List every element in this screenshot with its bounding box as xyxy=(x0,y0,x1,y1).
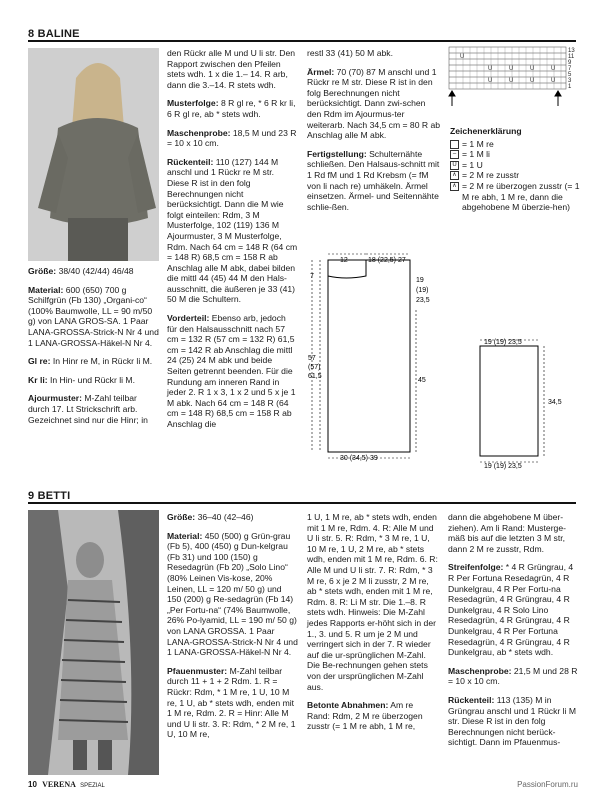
legend-item xyxy=(450,149,580,160)
betti-column-2 xyxy=(307,512,438,740)
dim-side: 45 xyxy=(418,377,426,384)
page-footer xyxy=(28,780,105,789)
text: 1 U, 1 M re, ab * stets wdh, enden mit 1 M re, Rdm. 4. R: Alle M und U li str. 5. R: Rdm, * 3 M re, 1 U, 10 M re, 1 U, 2 M re, ab * stets wdh, enden mit 1 M re, Rdm. 6. R: Alle M und U li str. 7. R: Rdm, * 3 M re, 6 x je 2 M li zusstr, 2 M re, ab * stets wdh, enden mit 1 M re, Rdm. 8. R: Li M str. Die 1.–8. R stets wdh. Hinweis: Die M-Zahl jedes Rapports er-höht sich in der 1., 3. und 5. R um je 2 M und verringert sich in der 7. R wieder auf die ur-sprünglichen M-Zahl. Die Be-rechnungen gehen stets von der ursprünglichen M-Zahl aus. xyxy=(307,512,438,692)
brand-name: VERENA xyxy=(42,780,76,789)
legend-text: = 1 M re xyxy=(462,138,494,149)
text: dann die abgehobene M über-ziehen). Am li Rand: Musterge-mäß bis auf die letzten 3 M str, dann 2 M re zusstr, Rdm. xyxy=(448,512,566,554)
row-number: 3 xyxy=(568,78,572,84)
label: Maschenprobe: xyxy=(167,127,231,138)
watermark: PassionForum.ru xyxy=(517,780,578,789)
dim-width: 30 (34,5) 39 xyxy=(340,455,378,462)
label: Musterfolge: xyxy=(167,98,219,109)
svg-text:U: U xyxy=(530,78,535,84)
section-title-betti: 9 BETTI xyxy=(28,490,71,502)
text: In Hinr re M, in Rückr li M. xyxy=(52,356,153,367)
knitting-chart xyxy=(448,46,580,121)
legend-item xyxy=(450,160,580,171)
text: 8 R gl re, * 6 R kr li, 6 R gl re, ab * stets wdh. xyxy=(167,98,296,119)
model-photo-betti xyxy=(28,510,159,775)
dim-armhole-3: 23,5 xyxy=(416,297,430,304)
model-photo-baline xyxy=(28,48,159,261)
svg-text:U: U xyxy=(509,66,514,72)
dim-neck-width: 12 xyxy=(340,257,348,264)
text: restl 33 (41) 50 M abk. xyxy=(307,48,393,58)
text: 600 (650) 700 g Schilfgrün (Fb 130) „Organi-co“ (100% Baumwolle, LL = 90 m/50 g) von LANA GROS-SA. 1 Paar LANA-GROSSA-Strick-N Nr 4 und 1 LANA-GROSSA-Häkel-N Nr 4. xyxy=(28,284,159,348)
text: 18,5 M und 23 R = 10 x 10 cm. xyxy=(167,127,297,149)
section-rule xyxy=(28,502,576,504)
label: Größe: xyxy=(28,266,57,276)
svg-text:U: U xyxy=(551,66,556,72)
svg-text:U: U xyxy=(460,54,465,60)
label: Maschenprobe: xyxy=(448,665,512,676)
betti-column-3 xyxy=(448,512,578,756)
legend-item xyxy=(450,170,580,181)
baline-column-3 xyxy=(307,48,442,220)
svg-text:U: U xyxy=(488,66,493,72)
arrow-up-icon xyxy=(555,91,561,96)
knit-symbol-icon xyxy=(450,140,459,149)
svg-text:U: U xyxy=(551,78,556,84)
label: Material: xyxy=(28,284,64,295)
text: 110 (127) 144 M anschl und 1 Rückr re M str. Diese R ist in den folg Berechnungen nicht berücksichtigt. Dann die M wie folgt einteilen: Rdm, 3 M Musterfolge, 102 (119) 136 M Ajourmuster, 3 M Musterfolge, Rdm. Nach 64 cm = 148 R (64 cm = 148 R) 68,5 cm = 158 R ab Anschlag alle M abk, dabei bilden die mittl 44 (45) 44 M den Hals-ausschnitt, die äußeren je 33 (41) 50 M die Schultern. xyxy=(167,156,298,305)
arrow-up-icon xyxy=(449,91,455,96)
row-number: 5 xyxy=(568,72,572,78)
text: 70 (70) 87 M anschl und 1 Rückr re M str. Diese R ist in den folg Berechnungen nicht berücksichtigt. Dann zwi-schen den Rdm im Ajourmus-ter weiterarb. Nach 34,5 cm = 80 R ab Anschlag alle M abk. xyxy=(307,66,441,141)
label: Pfauenmuster: xyxy=(167,665,228,676)
section-rule xyxy=(28,40,576,42)
label: Ajourmuster: xyxy=(28,393,82,404)
label: Vorderteil: xyxy=(167,313,210,324)
legend-text: = 2 M re überzogen zusstr (= 1 M re abh, 1 M re, dann die abgehobene M überzie-hen) xyxy=(462,180,580,213)
text: In Hin- und Rückr li M. xyxy=(49,374,135,385)
dim-length-3: 61,5 xyxy=(308,373,322,380)
purl-symbol-icon: – xyxy=(450,150,459,159)
legend xyxy=(450,126,580,213)
text: * 4 R Grüngrau, 4 R Per Fortuna Resedagrün, 4 R Dunkelgrau, 4 R Per Fortu-na Resedagrün, 4 R Grüngrau, 4 R Dunkelgrau, 4 R Solo Lino Resedagrün, 4 R Grüngrau, 4 R Dunkelgrau, 4 R Per Fortuna Resedagrün, 4 R Grüngrau, 4 R Dunkelgrau, ab * stets wdh. xyxy=(448,562,574,658)
sleeve-schematic xyxy=(470,330,580,470)
dim-shoulder: 18 (22,5) 27 xyxy=(368,257,406,264)
label: Gl re: xyxy=(28,356,51,367)
section-title-baline: 8 BALINE xyxy=(28,28,80,40)
row-number: 1 xyxy=(568,84,572,90)
dim-length-1: 57 xyxy=(308,355,316,362)
issue-name: SPEZIAL xyxy=(80,783,105,789)
label: Betonte Abnahmen: xyxy=(307,700,389,711)
ssk-symbol-icon: ∧ xyxy=(450,182,459,191)
dim-neck-depth: 7 xyxy=(310,273,314,280)
text: M-Zahl teilbar durch 17. Lt Strickschrift arb. Gezeichnet sind nur die Hinr; in xyxy=(28,393,148,425)
dim-sleeve-length: 34,5 xyxy=(548,399,562,406)
baline-column-2 xyxy=(167,48,298,438)
legend-title: Zeichenerklärung xyxy=(450,126,522,136)
label: Kr li: xyxy=(28,374,48,385)
dim-armhole-1: 19 xyxy=(416,277,424,284)
legend-text: = 1 U xyxy=(462,159,483,170)
k2tog-symbol-icon: ∧ xyxy=(450,171,459,180)
text: 36–40 (42–46) xyxy=(197,512,254,522)
row-number: 7 xyxy=(568,66,572,72)
text: 450 (500) g Grün-grau (Fb 5), 400 (450) g Dun-kelgrau (Fb 31) und 100 (150) g Resedagrün (Fb 20) „Solo Lino“ (80% Leinen Vis-kose, 20% Leinen, LL = 120 m/ 50 g) und 150 (200) g Re-sedagrün (Fb 14) „Per Fortu-na“ (74% Baumwolle, 26% Po-lyamid, LL = 190 m/ 50 g) von LANA GROSSA. 1 Paar LANA-GROSSA-Strick-N Nr 4 und 1 LANA-GROSSA-Häkel-N Nr 4. xyxy=(167,530,298,658)
page-number: 10 xyxy=(28,780,37,789)
svg-text:U: U xyxy=(488,78,493,84)
row-number: 9 xyxy=(568,60,572,66)
label: Fertigstellung: xyxy=(307,148,367,159)
betti-column-1 xyxy=(167,512,298,748)
svg-text:U: U xyxy=(530,66,535,72)
body-schematic xyxy=(306,248,446,468)
legend-text: = 1 M li xyxy=(462,149,490,160)
svg-text:U: U xyxy=(509,78,514,84)
text: 113 (135) M in Grüngrau anschl und 1 Rückr li M str. Diese R ist in den folg Berechnungen nicht berück-sichtigt. Dann im Pfauenmus- xyxy=(448,694,577,748)
legend-text: = 2 M re zusstr xyxy=(462,170,520,181)
text: M-Zahl teilbar durch 11 + 1 + 2 Rdm. 1. R = Rückr: Rdm, * 1 M re, 1 U, 10 M re, 1 U, ab * stets wdh, enden mit 1 M re, Rdm. 2. R = Hinr: Alle M und U li str. 3. R: Rdm, * 2 M re, 1 U, 10 M re, xyxy=(167,665,296,740)
text: Am re Rand: Rdm, 2 M re überzogen zusstr (= 1 M re abh, 1 M re, xyxy=(307,700,423,732)
label: Material: xyxy=(167,530,203,541)
dim-sleeve-top: 19 (19) 23,5 xyxy=(484,339,522,346)
row-number: 13 xyxy=(568,48,575,54)
text: Ebenso arb, jedoch für den Halsausschnitt nach 57 cm = 132 R (57 cm = 132 R) 61,5 cm = 142 R ab Anschlag die mittl 24 (25) 24 M abk und beide Seiten getrennt beenden. Für die Rundung am inneren Rand in jeder 2. R 1 x 3, 1 x 2 und 5 x je 1 M abk. Nach 64 cm = 148 R (64 cm = 148 R) 68,5 cm = 158 R ab Anschlag die xyxy=(167,313,296,429)
dim-armhole-2: (19) xyxy=(416,287,429,294)
label: Rückenteil: xyxy=(448,694,495,705)
label: Größe: xyxy=(167,512,196,522)
text: 38/40 (42/44) 46/48 xyxy=(58,266,134,276)
label: Streifenfolge: xyxy=(448,562,504,573)
label: Rückenteil: xyxy=(167,156,214,167)
text: den Rückr alle M und U li str. Den Rapport zwischen den Pfeilen stets wdh. 1 x die 1.– 14. R arb, dann die 3.–14. R stets wdh. xyxy=(167,48,296,90)
baline-column-1 xyxy=(28,266,159,433)
yarnover-symbol-icon: U xyxy=(450,161,459,170)
legend-item xyxy=(450,181,580,213)
row-number: 11 xyxy=(568,54,575,60)
legend-item xyxy=(450,139,580,150)
dim-sleeve-bottom: 19 (19) 23,5 xyxy=(484,463,522,470)
text: Schulternähte schließen. Den Halsaus-schnitt mit 1 Rd fM und 1 Rd Krebsm (= fM von li nach re) umhäkeln. Ärmel einsetzen. Ärmel- und Seitennähte schlie-ßen. xyxy=(307,148,440,212)
label: Ärmel: xyxy=(307,66,335,77)
dim-length-2: (57) xyxy=(308,364,321,371)
text: 21,5 M und 28 R = 10 x 10 cm. xyxy=(448,665,578,687)
